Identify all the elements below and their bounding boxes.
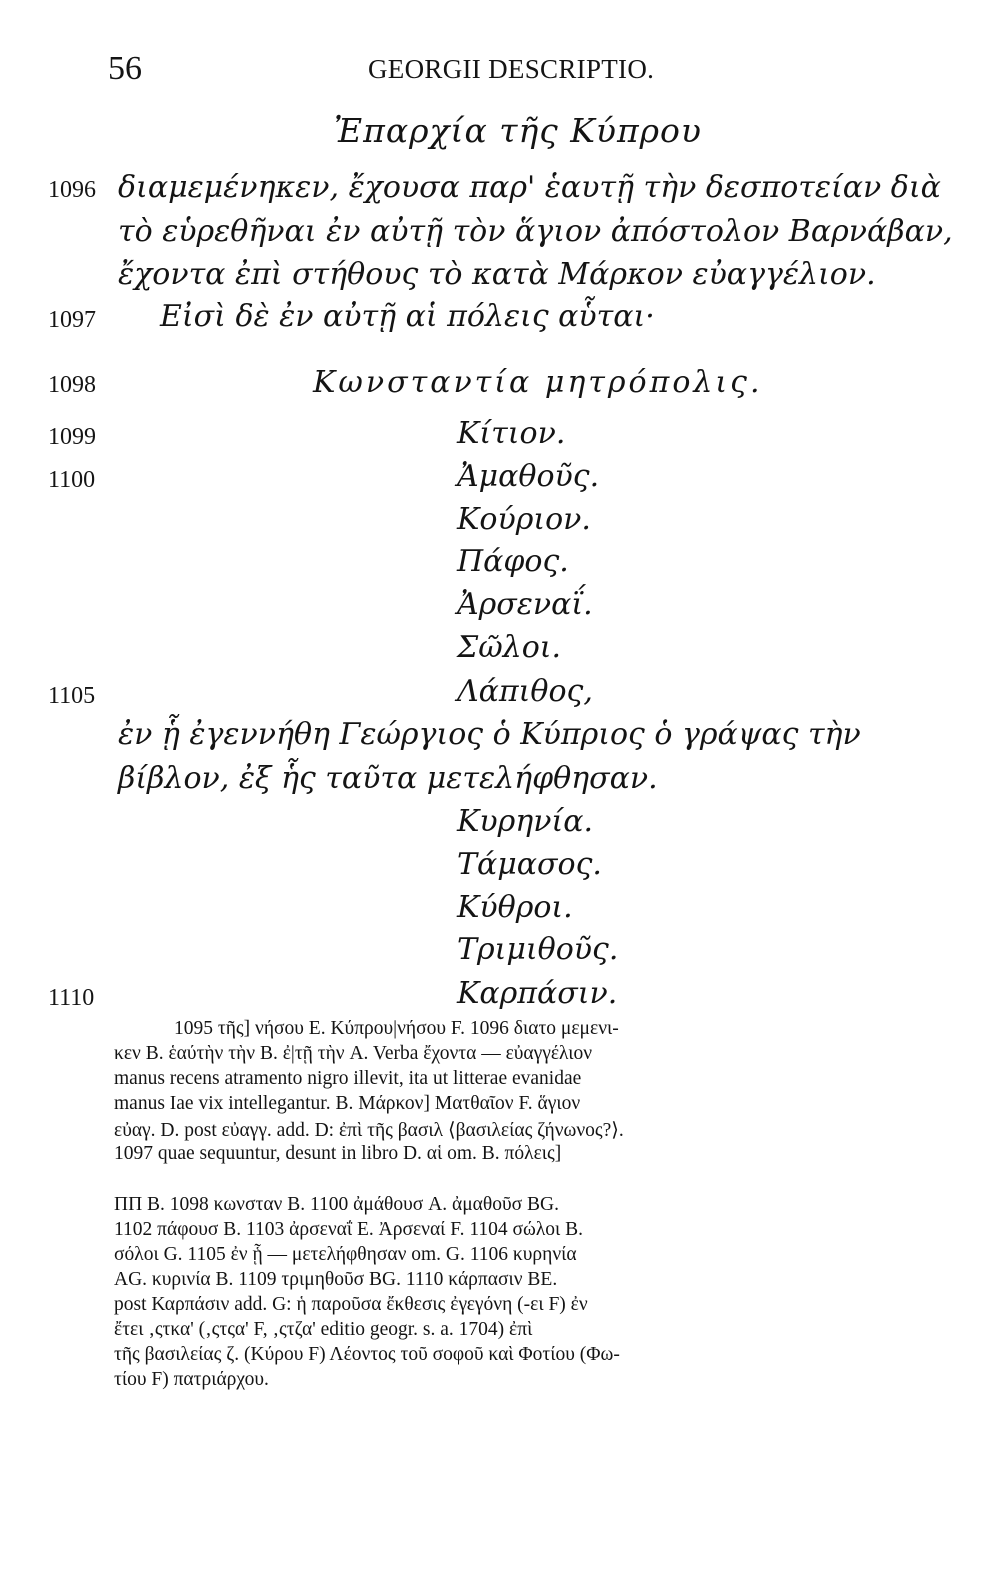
apparatus-line: 1097 quae sequuntur, desunt in libro D. αἱ om. B. πόλεις]: [114, 1143, 562, 1164]
apparatus-line: ἔτει ‚ςτκα' (‚ςτςα' F, ‚ςτζα' editio geogr. s. a. 1704) ἐπὶ: [114, 1319, 533, 1340]
city-name: Κίτιον.: [457, 416, 566, 451]
apparatus-line: τίου F) πατριάρχου.: [114, 1369, 269, 1390]
text-line: διαμεμένηκεν, ἔχουσα παρ' ἑαυτῇ τὴν δεσποτείαν διὰ: [118, 170, 941, 205]
city-name: Κούριον.: [457, 502, 591, 537]
city-name: Ἀμαθοῦς.: [457, 459, 600, 494]
city-name: Τριμιθοῦς.: [457, 932, 619, 967]
line-number: 1105: [48, 683, 96, 709]
text-line: ἐν ᾗ ἐγεννήθη Γεώργιος ὁ Κύπριος ὁ γράψας τὴν: [118, 717, 861, 752]
city-name: Κύθροι.: [457, 890, 573, 925]
city-name: Καρπάσιν.: [457, 976, 618, 1011]
city-name: Σῶλοι.: [457, 630, 562, 665]
line-number: 1098: [48, 372, 96, 398]
apparatus-line: post Καρπάσιν add. G: ἡ παροῦσα ἔκθεσις ἐγεγόνη (-ει F) ἐν: [114, 1294, 588, 1315]
line-number: 1110: [48, 985, 95, 1011]
text-line: βίβλον, ἐξ ἧς ταῦτα μετελήφθησαν.: [118, 761, 658, 796]
apparatus-line: τῆς βασιλείας ζ. (Κύρου F) Λέοντος τοῦ σοφοῦ καὶ Φοτίου (Φω-: [114, 1344, 620, 1365]
apparatus-line: ΠΠ B. 1098 κωνσταν B. 1100 ἀμάθουσ A. ἀμαθοῦσ BG.: [114, 1194, 559, 1215]
metropolis-line: Κωνσταντία μητρόπολις.: [313, 365, 763, 400]
section-title: Ἐπαρχία τῆς Κύπρου: [334, 111, 702, 150]
apparatus-line: AG. κυρινία B. 1109 τριμηθοῦσ BG. 1110 κάρπασιν BE.: [114, 1269, 558, 1290]
apparatus-line: σόλοι G. 1105 ἐν ᾗ — μετελήφθησαν om. G. 1106 κυρηνία: [114, 1244, 577, 1265]
line-number: 1099: [48, 424, 96, 450]
page-number: 56: [108, 50, 142, 87]
text-line: ἔχοντα ἐπὶ στήθους τὸ κατὰ Μάρκον εὐαγγέλιον.: [118, 257, 876, 292]
city-name: Πάφος.: [457, 544, 569, 579]
city-name: Ἀρσεναΐ.: [457, 587, 593, 622]
apparatus-line: εὐαγ. D. post εὐαγγ. add. D: ἐπὶ τῆς βασιλ ⟨βασιλείας ζήνωνος?⟩.: [114, 1120, 624, 1141]
text-line: Εἰσὶ δὲ ἐν αὐτῇ αἱ πόλεις αὗται·: [160, 299, 655, 334]
line-number: 1097: [48, 307, 96, 333]
text-line: τὸ εὑρεθῆναι ἐν αὐτῇ τὸν ἅγιον ἀπόστολον Βαρνάβαν,: [118, 214, 953, 249]
apparatus-line: manus recens atramento nigro illevit, ita ut litterae evanidae: [114, 1068, 582, 1089]
apparatus-line: 1095 τῆς] νήσου E. Κύπρου|νήσου F. 1096 διατο μεμενι-: [174, 1018, 619, 1039]
apparatus-line: κεν B. ἑαύτὴν τὴν B. ἐ|τῇ τὴν A. Verba ἔχοντα — εὐαγγέλιον: [114, 1043, 593, 1064]
line-number: 1100: [48, 467, 96, 493]
city-name: Λάπιθος,: [457, 674, 593, 709]
apparatus-line: 1102 πάφουσ B. 1103 ἀρσεναΐ E. Ἀρσεναί F. 1104 σώλοι B.: [114, 1219, 584, 1240]
apparatus-line: manus Iae vix intellegantur. B. Μάρκον] Ματθαῖον F. ἅγιον: [114, 1093, 581, 1114]
line-number: 1096: [48, 177, 96, 203]
city-name: Κυρηνία.: [457, 804, 594, 839]
city-name: Τάμασος.: [457, 847, 602, 882]
running-title: GEORGII DESCRIPTIO.: [368, 54, 655, 84]
